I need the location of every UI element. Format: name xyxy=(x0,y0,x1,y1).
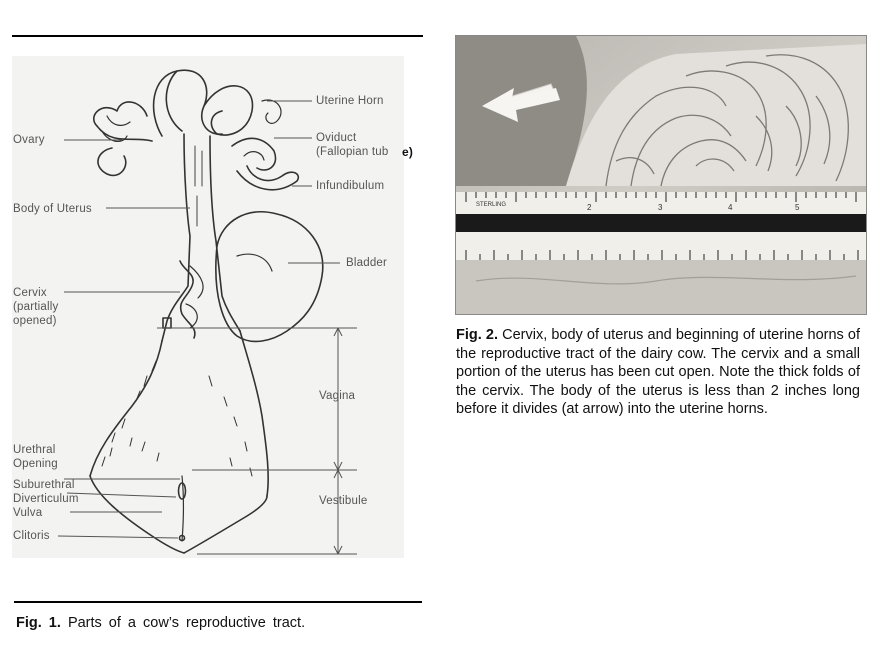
label-ovary: Ovary xyxy=(13,134,45,146)
right-infundibulum-shape xyxy=(232,138,276,170)
figure-2-caption-text: Cervix, body of uterus and beginning of uterine horns of the reproductive tract of the dairy cow. The cervix and a small portion of the uterus has been cut open. Note the thick folds of the cervix. The body of the uterus is less than 2 inches long before it divides (at arrow) into the uterine horns. xyxy=(456,327,860,418)
label-opening: Opening xyxy=(13,458,58,470)
top-rule xyxy=(12,35,423,37)
figure-2-caption xyxy=(456,326,860,419)
figure-2-caption-label: Fig. 2. xyxy=(456,327,498,343)
figure-1-drawing xyxy=(12,56,404,558)
label-vagina: Vagina xyxy=(319,390,356,402)
figure-2-photo xyxy=(455,35,867,315)
ruler-number-5: 5 xyxy=(795,203,800,212)
label-vulva: Vulva xyxy=(13,507,43,519)
left-ovary-shape xyxy=(94,102,152,141)
uterus-body-shape xyxy=(162,134,190,341)
cervix-photo-drawing xyxy=(456,36,866,314)
bladder-shape xyxy=(216,212,323,342)
label-oviduct: Oviduct xyxy=(316,132,357,144)
label-cervix: Cervix xyxy=(13,287,47,299)
label-fallopian-tube xyxy=(316,145,388,159)
urethral-opening-shape xyxy=(179,483,186,499)
bottom-rule xyxy=(14,601,422,603)
label-fallopian-tube-end: e) xyxy=(402,145,414,159)
figure-1-caption-text: Parts of a cow’s reproductive tract. xyxy=(67,615,306,631)
label-diverticulum: Diverticulum xyxy=(13,493,79,505)
label-clitoris: Clitoris xyxy=(13,530,50,542)
label-fallopian-tube-main: (Fallopian tub xyxy=(316,146,389,158)
label-infundibulum: Infundibulum xyxy=(316,180,385,192)
figure-1-caption xyxy=(16,614,416,633)
ruler-brand-label: STERLING xyxy=(476,202,507,208)
ruler-number-3: 3 xyxy=(658,203,663,212)
ruler-number-4: 4 xyxy=(728,203,733,212)
label-urethral: Urethral xyxy=(13,444,56,456)
label-cervix-opened: opened) xyxy=(13,315,57,327)
figure-1-caption-label: Fig. 1. xyxy=(16,615,61,631)
label-vestibule: Vestibule xyxy=(319,495,368,507)
label-bladder: Bladder xyxy=(346,257,388,269)
label-suburethral: Suburethral xyxy=(13,479,75,491)
label-cervix-partially: (partially xyxy=(13,301,59,313)
label-body-of-uterus: Body of Uterus xyxy=(13,203,92,215)
uterine-horn-shape xyxy=(154,70,253,136)
ruler-number-2: 2 xyxy=(587,203,592,212)
label-uterine-horn: Uterine Horn xyxy=(316,95,384,107)
